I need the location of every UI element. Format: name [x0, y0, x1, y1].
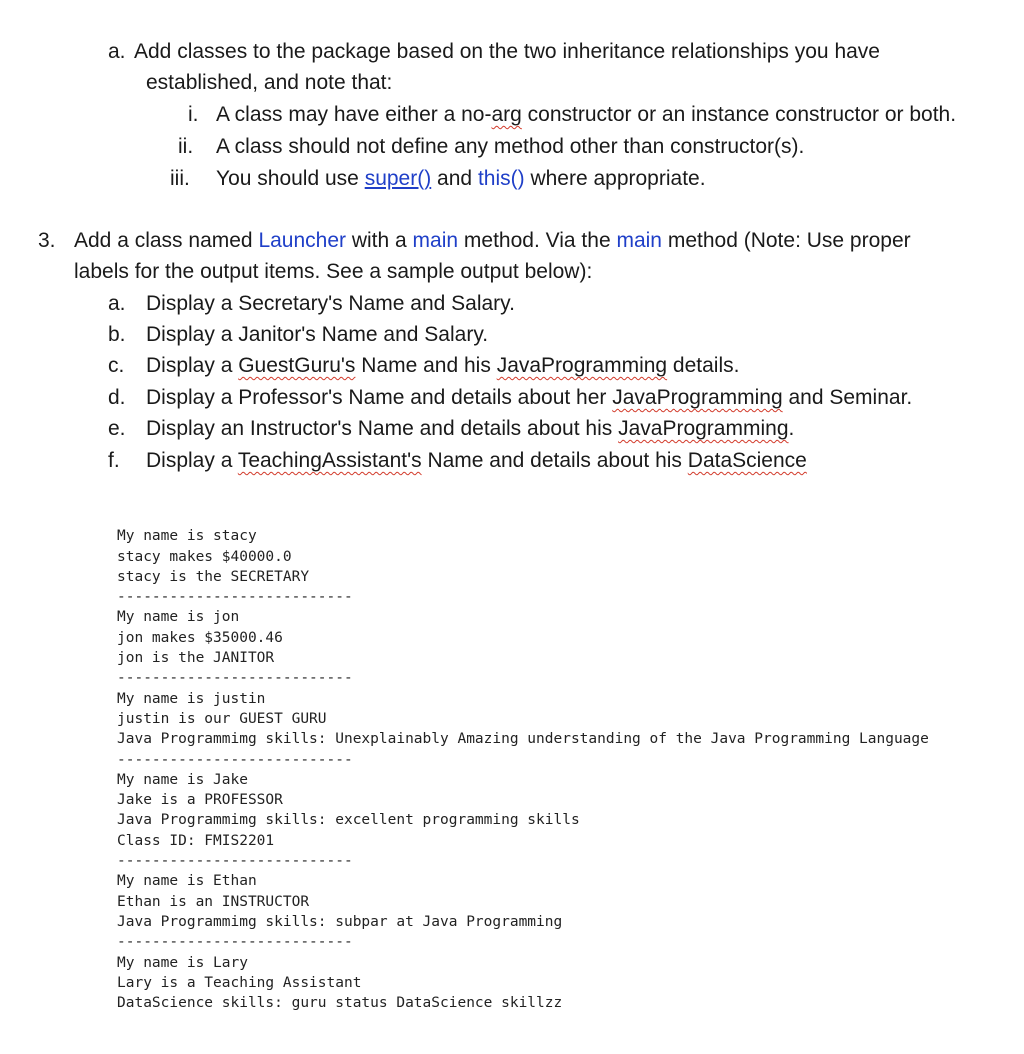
output-line: DataScience skills: guru status DataScience skillzz [117, 995, 563, 1012]
output-line: My name is Ethan [117, 873, 257, 890]
super-link[interactable]: super() [364, 167, 432, 190]
output-line: stacy is the SECRETARY [117, 568, 310, 585]
main-keyword: main [616, 229, 662, 252]
list-marker: f. [108, 449, 120, 472]
output-line: My name is Jake [117, 771, 248, 788]
output-line: Jake is a PROFESSOR [117, 792, 283, 809]
spellcheck-word: GuestGuru's [238, 354, 356, 377]
list-marker: a. [108, 292, 126, 315]
list-marker: ii. [178, 135, 194, 158]
output-line: Ethan is an INSTRUCTOR [117, 893, 310, 910]
list-marker: a. [108, 40, 126, 63]
list-marker: c. [108, 354, 125, 377]
output-line: jon is the JANITOR [117, 650, 275, 667]
output-line: Java Programmimg skills: subpar at Java Programming [117, 913, 563, 930]
output-line: Java Programmimg skills: Unexplainably Amazing understanding of the Java Programming Language [117, 731, 929, 748]
output-line: My name is justin [117, 690, 266, 707]
list-item: Display a Secretary's Name and Salary. [146, 292, 515, 315]
spellcheck-word: JavaProgramming [618, 417, 789, 440]
list-marker: 3. [38, 229, 56, 252]
paragraph-line: Add a class named Launcher with a main method. Via the main method (Note: Use proper [74, 229, 911, 252]
spellcheck-word: arg [491, 103, 522, 126]
launcher-keyword: Launcher [258, 229, 347, 252]
paragraph-line: labels for the output items. See a sample output below): [74, 260, 593, 283]
output-line: My name is stacy [117, 528, 257, 545]
list-marker: iii. [170, 167, 190, 190]
output-line: My name is Lary [117, 954, 248, 971]
spellcheck-word: JavaProgramming [612, 386, 783, 409]
output-line: justin is our GUEST GURU [117, 710, 327, 727]
output-line: stacy makes $40000.0 [117, 548, 292, 565]
spellcheck-word: TeachingAssistant's [237, 449, 422, 472]
list-item: A class should not define any method other than constructor(s). [216, 135, 805, 158]
spellcheck-word: JavaProgramming [496, 354, 668, 377]
output-separator: --------------------------- [117, 751, 353, 768]
output-separator: --------------------------- [117, 934, 353, 951]
list-marker: e. [108, 417, 126, 440]
sample-output [117, 506, 929, 1054]
paragraph-line: Add classes to the package based on the two inheritance relationships you have [134, 40, 880, 63]
list-item: Display a Professor's Name and details about her JavaProgramming and Seminar. [146, 386, 913, 409]
output-line: Class ID: FMIS2201 [117, 832, 275, 849]
output-line: Lary is a Teaching Assistant [117, 974, 362, 991]
output-separator: --------------------------- [117, 670, 353, 687]
output-separator: --------------------------- [117, 853, 353, 870]
output-line: jon makes $35000.46 [117, 629, 283, 646]
list-item: You should use super() and this() where appropriate. [216, 167, 706, 190]
main-keyword: main [412, 229, 459, 252]
list-item: Display an Instructor's Name and details about his JavaProgramming. [146, 417, 795, 440]
output-line: Java Programmimg skills: excellent programming skills [117, 812, 580, 829]
output-separator: --------------------------- [117, 589, 353, 606]
list-marker: d. [108, 386, 126, 409]
list-item: A class may have either a no-arg constructor or an instance constructor or both. [216, 103, 957, 126]
spellcheck-word: DataScience [687, 449, 807, 472]
list-item: Display a GuestGuru's Name and his JavaProgramming details. [146, 354, 740, 377]
list-marker: i. [188, 103, 199, 126]
this-keyword: this() [477, 167, 525, 190]
output-line: My name is jon [117, 609, 240, 626]
paragraph-line: established, and note that: [146, 71, 393, 94]
list-item: Display a Janitor's Name and Salary. [146, 323, 489, 346]
list-marker: b. [108, 323, 126, 346]
list-item: Display a TeachingAssistant's Name and details about his DataScience [146, 449, 807, 472]
